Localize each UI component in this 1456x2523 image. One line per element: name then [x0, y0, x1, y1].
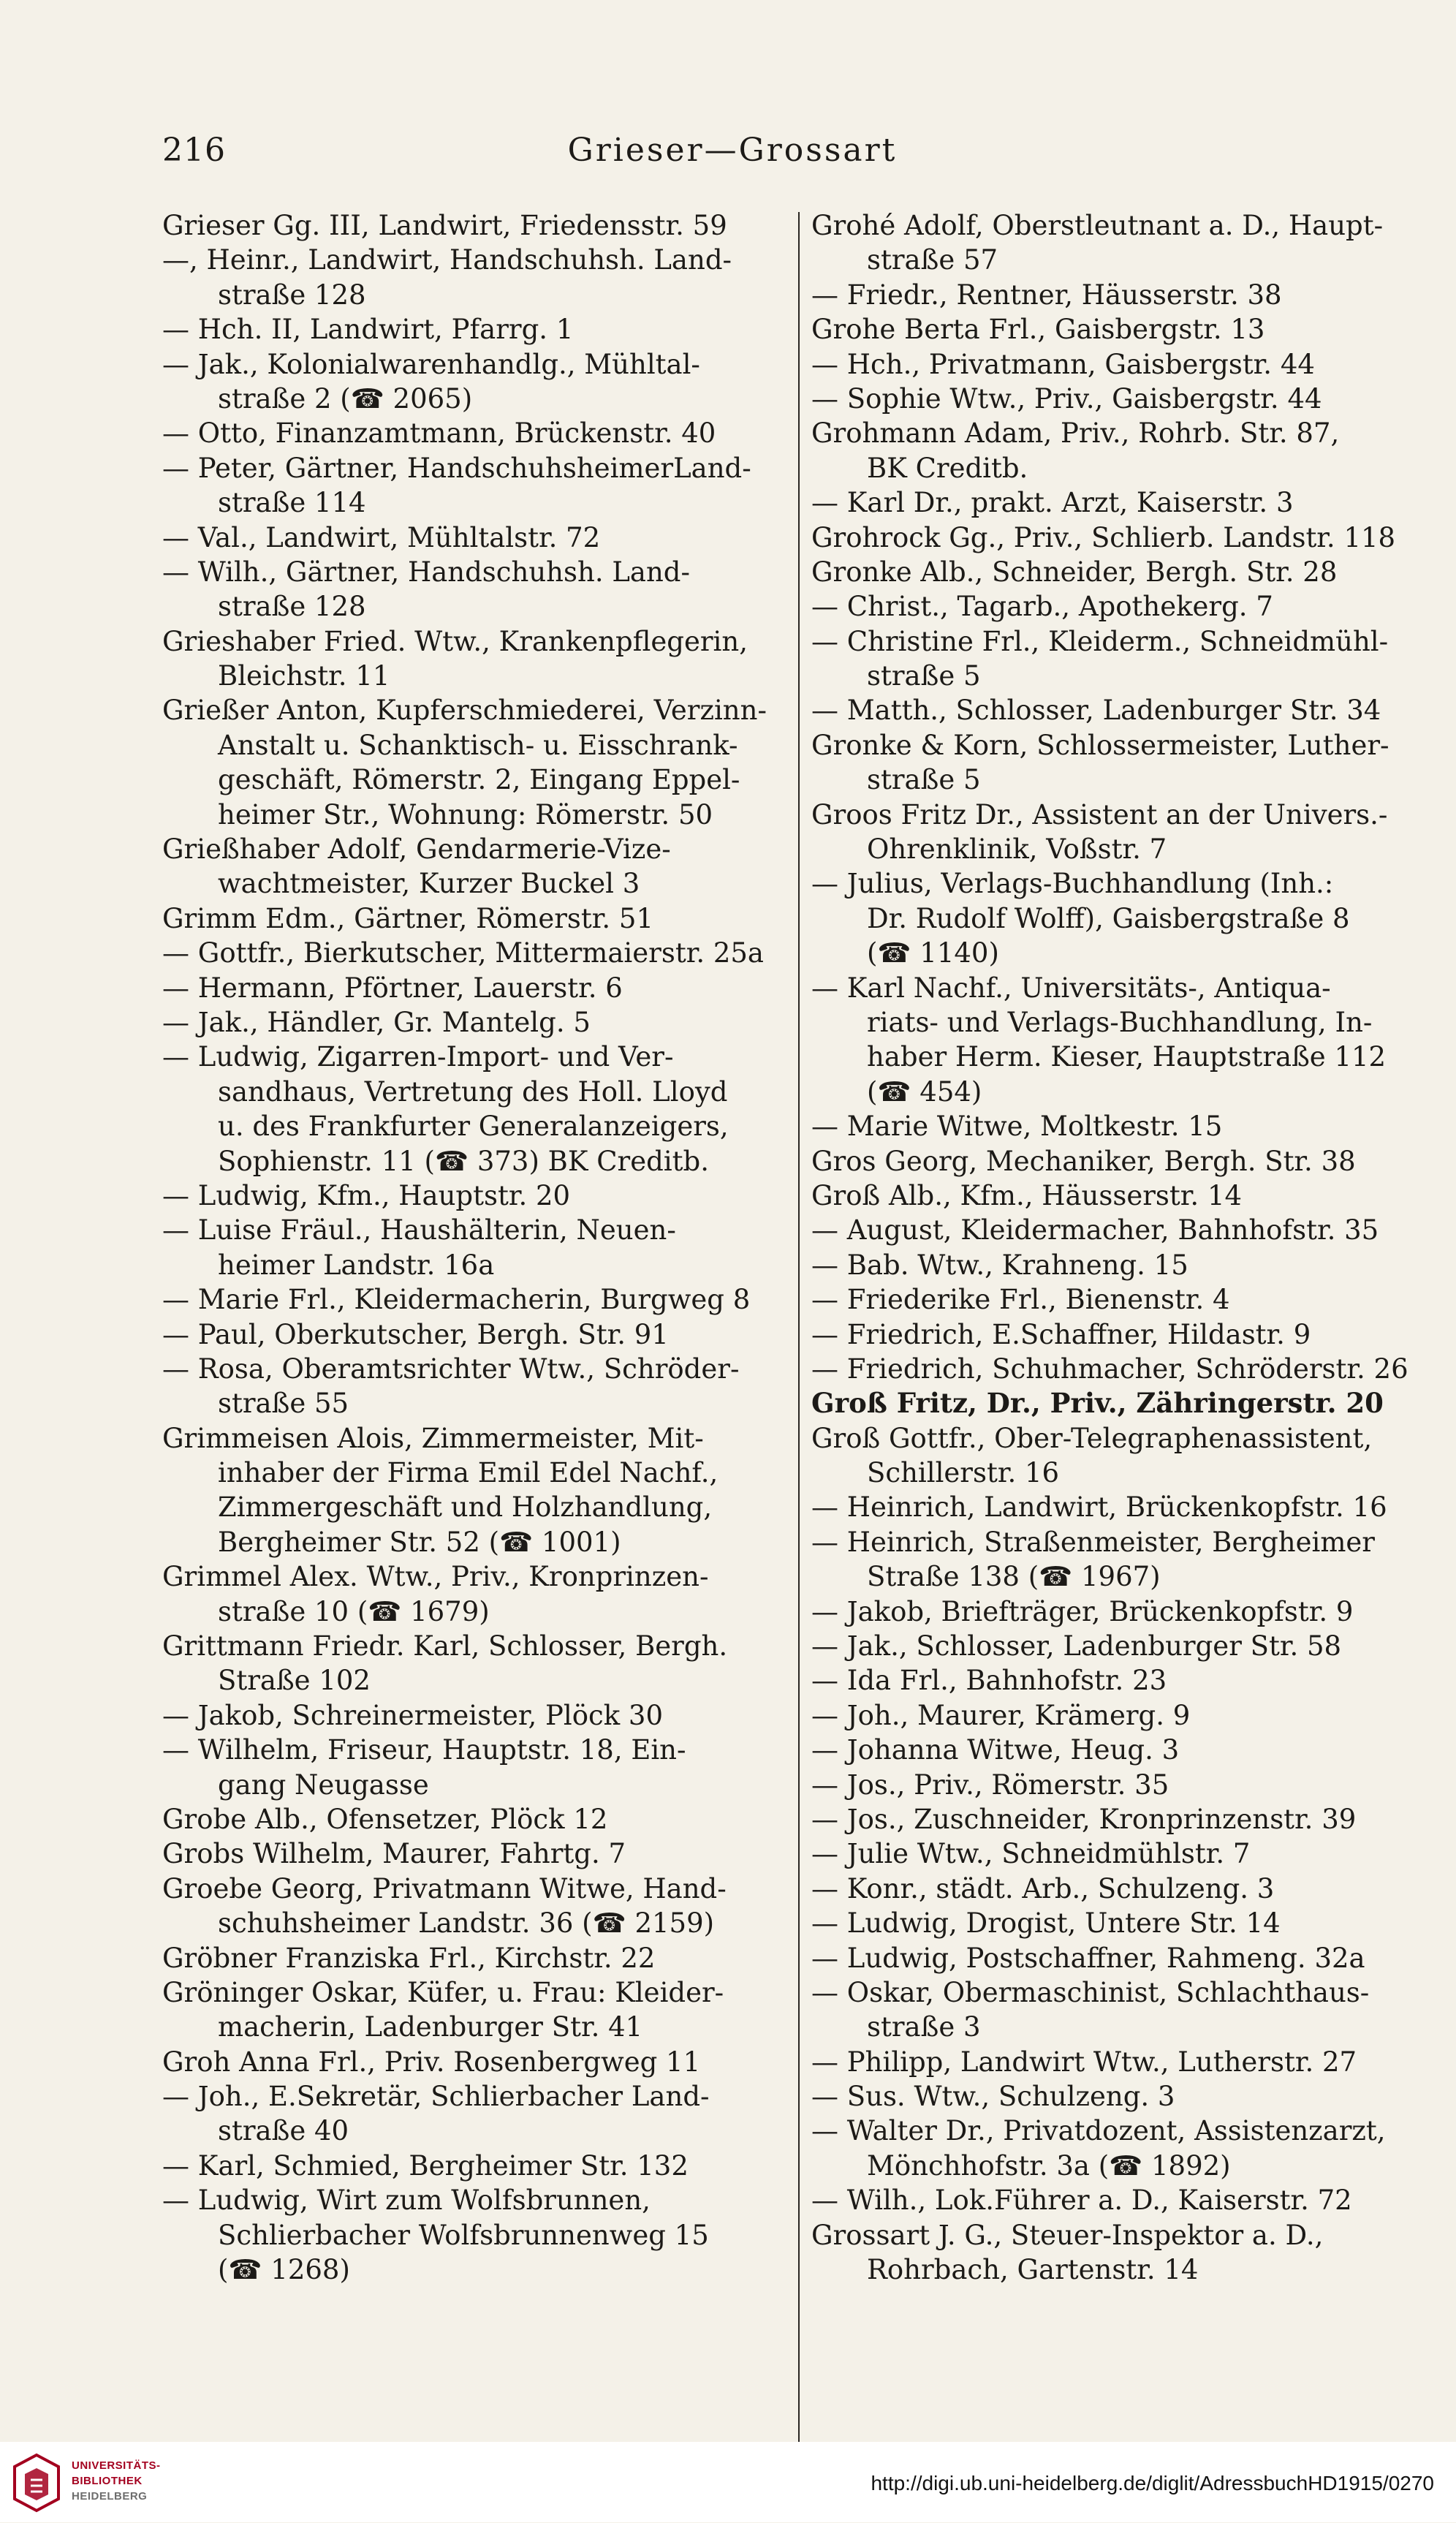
- directory-entry-line: (☎ 1268): [218, 2254, 350, 2286]
- directory-entry-line: — Peter, Gärtner, HandschuhsheimerLand-: [162, 452, 751, 484]
- directory-entry-line: — Marie Frl., Kleidermacherin, Burgweg 8: [162, 1284, 751, 1316]
- directory-entry-line: — Christine Frl., Kleiderm., Schneidmühl-: [811, 625, 1389, 657]
- directory-entry-line: — Ludwig, Postschaffner, Rahmeng. 32a: [811, 1942, 1365, 1974]
- running-head: Grieser—Grossart: [567, 132, 898, 169]
- directory-entry-line: — Otto, Finanzamtmann, Brückenstr. 40: [162, 417, 716, 450]
- directory-entry-line: Grimmel Alex. Wtw., Priv., Kronprinzen-: [162, 1561, 709, 1593]
- directory-entry-line: straße 128: [218, 591, 366, 623]
- directory-entry-line: straße 40: [218, 2115, 349, 2147]
- directory-entry-line: Grimm Edm., Gärtner, Römerstr. 51: [162, 902, 653, 934]
- directory-entry-line: straße 10 (☎ 1679): [218, 1595, 490, 1627]
- directory-entry-line: Grittmann Friedr. Karl, Schlosser, Bergh.: [162, 1630, 728, 1663]
- directory-entry-line: — Ida Frl., Bahnhofstr. 23: [811, 1665, 1167, 1697]
- logo-line-1: UNIVERSITÄTS-: [72, 2459, 161, 2472]
- directory-entry-line: Grießer Anton, Kupferschmiederei, Verzinn-: [162, 695, 767, 727]
- directory-entry-line: macherin, Ladenburger Str. 41: [218, 2011, 643, 2043]
- directory-entry-line: — Wilh., Lok.Führer a. D., Kaiserstr. 72: [811, 2185, 1352, 2217]
- logo-line-3: HEIDELBERG: [72, 2490, 148, 2503]
- directory-entry-line: — Sus. Wtw., Schulzeng. 3: [811, 2081, 1175, 2113]
- directory-entry-line: — Oskar, Obermaschinist, Schlachthaus-: [811, 1976, 1370, 2008]
- directory-entry-line: — Karl Nachf., Universitäts-, Antiqua-: [811, 972, 1331, 1004]
- directory-entry-line: Zimmergeschäft und Holzhandlung,: [218, 1491, 713, 1524]
- university-library-logo-icon: [10, 2452, 63, 2513]
- directory-entry-line: — Ludwig, Drogist, Untere Str. 14: [811, 1907, 1281, 1940]
- directory-entry-line: Grohe Berta Frl., Gaisbergstr. 13: [811, 314, 1265, 346]
- directory-entry-line: — Jos., Zuschneider, Kronprinzenstr. 39: [811, 1803, 1357, 1835]
- directory-entry-line: Bleichstr. 11: [218, 660, 390, 692]
- directory-entry-line: — Julie Wtw., Schneidmühlstr. 7: [811, 1838, 1251, 1870]
- right-column: [811, 208, 1429, 2287]
- directory-entry-line: Bergheimer Str. 52 (☎ 1001): [218, 1526, 621, 1558]
- directory-entry-line: — Jak., Kolonialwarenhandlg., Mühltal-: [162, 348, 700, 380]
- directory-entry-line: straße 57: [867, 244, 998, 276]
- directory-entry-line: — Hch., Privatmann, Gaisbergstr. 44: [811, 348, 1315, 380]
- directory-entry-line: — Friederike Frl., Bienenstr. 4: [811, 1284, 1230, 1316]
- directory-entry-line: — Rosa, Oberamtsrichter Wtw., Schröder-: [162, 1353, 740, 1385]
- directory-entry-line: — Ludwig, Kfm., Hauptstr. 20: [162, 1179, 571, 1211]
- directory-entry-line: Grieser Gg. III, Landwirt, Friedensstr. 59: [162, 210, 727, 241]
- directory-entry-line: — Friedrich, Schuhmacher, Schröderstr. 26: [811, 1353, 1408, 1385]
- directory-entry-line: Grohmann Adam, Priv., Rohrb. Str. 87,: [811, 417, 1340, 450]
- directory-entry-line: Gros Georg, Mechaniker, Bergh. Str. 38: [811, 1145, 1356, 1177]
- directory-entry-line: — Jakob, Briefträger, Brückenkopfstr. 9: [811, 1595, 1354, 1627]
- directory-entry-line: — Marie Witwe, Moltkestr. 15: [811, 1111, 1223, 1143]
- directory-entry-line: — Jak., Schlosser, Ladenburger Str. 58: [811, 1630, 1342, 1663]
- directory-entry-line: — Jos., Priv., Römerstr. 35: [811, 1769, 1169, 1801]
- directory-entry-line: — Walter Dr., Privatdozent, Assistenzarzt,: [811, 2115, 1386, 2147]
- directory-entry-line: — Heinrich, Landwirt, Brückenkopfstr. 16: [811, 1491, 1387, 1524]
- column-divider: [798, 212, 800, 2456]
- directory-entry-line: — Ludwig, Wirt zum Wolfsbrunnen,: [162, 2185, 651, 2217]
- directory-entry-line: straße 5: [867, 660, 981, 692]
- page-number: 216: [162, 132, 226, 169]
- directory-entry-line: wachtmeister, Kurzer Buckel 3: [218, 868, 640, 900]
- directory-entry-line: (☎ 454): [867, 1075, 982, 1108]
- directory-entry-line: — Luise Fräul., Haushälterin, Neuen-: [162, 1214, 676, 1247]
- directory-entry-line: BK Creditb.: [867, 452, 1028, 484]
- directory-entry-line: — Friedr., Rentner, Häusserstr. 38: [811, 279, 1282, 311]
- directory-entry-line: sandhaus, Vertretung des Holl. Lloyd: [218, 1075, 728, 1108]
- directory-entry-line: Groos Fritz Dr., Assistent an der Univers.-: [811, 798, 1388, 831]
- directory-entry-line: Groß Fritz, Dr., Priv., Zähringerstr. 20: [811, 1387, 1384, 1420]
- directory-entry-line: — Jak., Händler, Gr. Mantelg. 5: [162, 1006, 591, 1038]
- directory-entry-line: straße 114: [218, 487, 366, 519]
- directory-entry-line: Grobe Alb., Ofensetzer, Plöck 12: [162, 1803, 608, 1835]
- directory-entry-line: straße 5: [867, 764, 981, 796]
- directory-entry-line: heimer Landstr. 16a: [218, 1249, 495, 1281]
- directory-entry-line: — Philipp, Landwirt Wtw., Lutherstr. 27: [811, 2046, 1357, 2078]
- page-header: [162, 132, 1303, 175]
- directory-entry-line: — Christ., Tagarb., Apothekerg. 7: [811, 591, 1273, 623]
- directory-entry-line: Schillerstr. 16: [867, 1457, 1060, 1489]
- directory-entry-line: Gronke & Korn, Schlossermeister, Luther-: [811, 729, 1389, 761]
- directory-entry-line: Grohrock Gg., Priv., Schlierb. Landstr. 118: [811, 521, 1396, 553]
- directory-entry-line: — Joh., Maurer, Krämerg. 9: [811, 1699, 1191, 1731]
- directory-entry-line: Straße 102: [218, 1665, 371, 1697]
- directory-entry-line: riats- und Verlags-Buchhandlung, In-: [867, 1006, 1373, 1038]
- source-url-link[interactable]: http://digi.ub.uni-heidelberg.de/diglit/AdressbuchHD1915/0270: [871, 2472, 1434, 2494]
- directory-entry-line: — Wilhelm, Friseur, Hauptstr. 18, Ein-: [162, 1734, 686, 1766]
- directory-entry-line: — Wilh., Gärtner, Handschuhsh. Land-: [162, 556, 690, 588]
- directory-entry-line: (☎ 1140): [867, 937, 999, 969]
- directory-entry-line: — Heinrich, Straßenmeister, Bergheimer: [811, 1526, 1375, 1558]
- directory-entry-line: Sophienstr. 11 (☎ 373) BK Creditb.: [218, 1145, 709, 1177]
- directory-entry-line: — Matth., Schlosser, Ladenburger Str. 34: [811, 695, 1381, 727]
- directory-entry-line: — Konr., städt. Arb., Schulzeng. 3: [811, 1872, 1275, 1904]
- directory-entry-line: Ohrenklinik, Voßstr. 7: [867, 833, 1167, 866]
- directory-entry-line: — Karl, Schmied, Bergheimer Str. 132: [162, 2149, 689, 2182]
- directory-entry-line: Groh Anna Frl., Priv. Rosenbergweg 11: [162, 2046, 701, 2078]
- directory-entry-line: Mönchhofstr. 3a (☎ 1892): [867, 2149, 1231, 2182]
- directory-entry-line: straße 2 (☎ 2065): [218, 382, 473, 415]
- directory-entry-line: — Val., Landwirt, Mühltalstr. 72: [162, 521, 601, 553]
- directory-entry-line: — Julius, Verlags-Buchhandlung (Inh.:: [811, 868, 1334, 900]
- directory-entry-line: Gröninger Oskar, Küfer, u. Frau: Kleider-: [162, 1976, 724, 2008]
- left-column: [162, 208, 791, 2287]
- directory-entry-line: straße 3: [867, 2011, 981, 2043]
- directory-entry-line: — Friedrich, E.Schaffner, Hildastr. 9: [811, 1318, 1311, 1350]
- directory-entry-line: — Hch. II, Landwirt, Pfarrg. 1: [162, 314, 574, 346]
- directory-entry-line: Grohé Adolf, Oberstleutnant a. D., Haupt-: [811, 210, 1384, 241]
- directory-entry-line: Grobs Wilhelm, Maurer, Fahrtg. 7: [162, 1838, 626, 1870]
- directory-entry-line: gang Neugasse: [218, 1769, 429, 1801]
- directory-entry-line: straße 128: [218, 279, 366, 311]
- directory-entry-line: Gröbner Franziska Frl., Kirchstr. 22: [162, 1942, 656, 1974]
- directory-entry-line: — Gottfr., Bierkutscher, Mittermaierstr. 25a: [162, 937, 764, 969]
- directory-entry-line: — Sophie Wtw., Priv., Gaisbergstr. 44: [811, 382, 1322, 415]
- directory-entry-line: straße 55: [218, 1388, 349, 1420]
- directory-entry-line: Anstalt u. Schanktisch- u. Eisschrank-: [218, 729, 738, 761]
- directory-entry-line: heimer Str., Wohnung: Römerstr. 50: [218, 798, 713, 831]
- directory-entry-line: geschäft, Römerstr. 2, Eingang Eppel-: [218, 764, 740, 796]
- directory-entry-line: Rohrbach, Gartenstr. 14: [867, 2254, 1199, 2286]
- directory-entry-line: haber Herm. Kieser, Hauptstraße 112: [867, 1041, 1387, 1073]
- directory-entry-line: — Johanna Witwe, Heug. 3: [811, 1734, 1180, 1766]
- directory-entry-line: —, Heinr., Landwirt, Handschuhsh. Land-: [162, 244, 732, 276]
- logo-line-2: BIBLIOTHEK: [72, 2475, 143, 2487]
- directory-entry-line: — Ludwig, Zigarren-Import- und Ver-: [162, 1041, 674, 1073]
- library-logo-text: [72, 2458, 161, 2504]
- directory-entry-line: — Jakob, Schreinermeister, Plöck 30: [162, 1699, 663, 1731]
- directory-entry-line: Schlierbacher Wolfsbrunnenweg 15: [218, 2219, 709, 2251]
- directory-entry-line: Grimmeisen Alois, Zimmermeister, Mit-: [162, 1422, 704, 1454]
- directory-entry-line: Grossart J. G., Steuer-Inspektor a. D.,: [811, 2219, 1324, 2251]
- directory-entry-line: — Karl Dr., prakt. Arzt, Kaiserstr. 3: [811, 487, 1294, 519]
- directory-entry-line: u. des Frankfurter Generalanzeigers,: [218, 1111, 729, 1143]
- directory-entry-line: Groß Gottfr., Ober-Telegraphenassistent,: [811, 1422, 1373, 1454]
- directory-entry-line: inhaber der Firma Emil Edel Nachf.,: [218, 1457, 718, 1489]
- directory-entry-line: Dr. Rudolf Wolff), Gaisbergstraße 8: [867, 902, 1350, 934]
- directory-entry-line: — August, Kleidermacher, Bahnhofstr. 35: [811, 1214, 1379, 1247]
- directory-entry-line: Groß Alb., Kfm., Häusserstr. 14: [811, 1179, 1243, 1211]
- directory-entry-line: — Hermann, Pförtner, Lauerstr. 6: [162, 972, 623, 1004]
- directory-entry-line: — Paul, Oberkutscher, Bergh. Str. 91: [162, 1318, 669, 1350]
- directory-entry-line: Straße 138 (☎ 1967): [867, 1561, 1161, 1593]
- directory-entry-line: — Joh., E.Sekretär, Schlierbacher Land-: [162, 2081, 710, 2113]
- directory-entry-line: Groebe Georg, Privatmann Witwe, Hand-: [162, 1872, 727, 1904]
- directory-entry-line: Grieshaber Fried. Wtw., Krankenpflegerin,: [162, 625, 748, 657]
- directory-entry-line: — Bab. Wtw., Krahneng. 15: [811, 1249, 1188, 1281]
- directory-entry-line: Grießhaber Adolf, Gendarmerie-Vize-: [162, 833, 671, 866]
- directory-entry-line: Gronke Alb., Schneider, Bergh. Str. 28: [811, 556, 1338, 588]
- directory-entry-line: schuhsheimer Landstr. 36 (☎ 2159): [218, 1907, 715, 1940]
